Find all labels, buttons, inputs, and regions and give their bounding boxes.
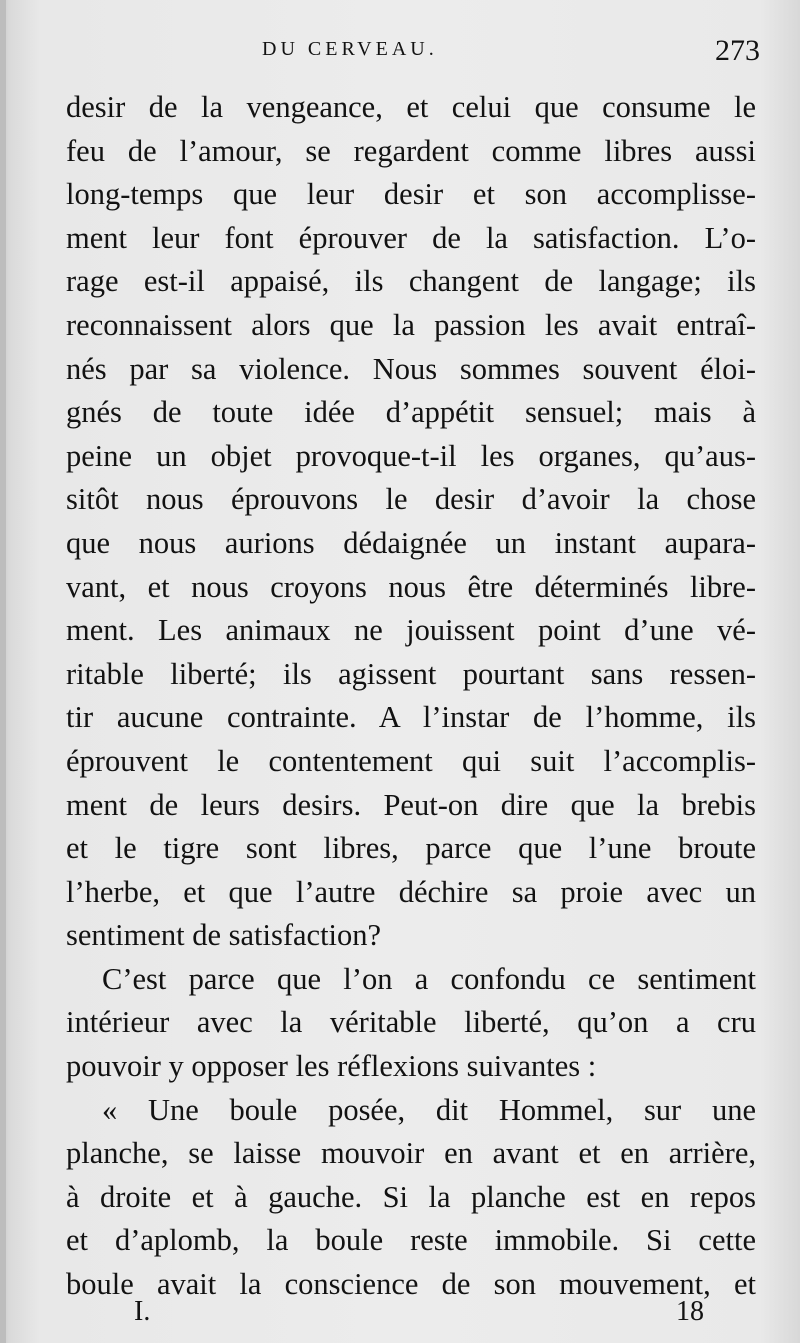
- text-line: vant, et nous croyons nous être déterminés libre-: [66, 569, 756, 604]
- text-line: que nous aurions dédaignée un instant aupara-: [66, 525, 756, 560]
- page-number: 273: [715, 34, 760, 67]
- text-line: tir aucune contrainte. A l’instar de l’homme, ils: [66, 700, 756, 735]
- text-line: ment. Les animaux ne jouissent point d’une vé-: [66, 613, 756, 648]
- signature-mark: I.: [134, 1296, 151, 1327]
- text-line: long-temps que leur desir et son accomplisse-: [66, 177, 756, 212]
- text-line: à droite et à gauche. Si la planche est en repos: [66, 1179, 756, 1214]
- page-gutter-shadow: [0, 0, 6, 1343]
- text-line: ritable liberté; ils agissent pourtant sans ressen-: [66, 656, 756, 691]
- running-title: DU CERVEAU.: [262, 38, 438, 60]
- paragraph-first-line: C’est parce que l’on a confondu ce sentiment: [102, 961, 756, 996]
- text-line: rage est-il appaisé, ils changent de langage; ils: [66, 264, 756, 299]
- text-line: et le tigre sont libres, parce que l’une broute: [66, 831, 756, 866]
- text-line: sitôt nous éprouvons le desir d’avoir la chose: [66, 482, 756, 517]
- text-line: l’herbe, et que l’autre déchire sa proie avec un: [66, 874, 756, 909]
- text-line: peine un objet provoque-t-il les organes, qu’aus-: [66, 438, 756, 473]
- text-line: éprouvent le contentement qui suit l’accomplis-: [66, 743, 756, 778]
- text-line: reconnaissent alors que la passion les avait entraî-: [66, 307, 756, 342]
- body-text: [66, 86, 756, 1307]
- text-line: ment leur font éprouver de la satisfaction. L’o-: [66, 220, 756, 255]
- sheet-number: 18: [676, 1296, 704, 1327]
- text-line: gnés de toute idée d’appétit sensuel; mais à: [66, 395, 756, 430]
- text-line: planche, se laisse mouvoir en avant et en arrière,: [66, 1136, 756, 1171]
- text-line: desir de la vengeance, et celui que consume le: [66, 90, 756, 124]
- text-line: et d’aplomb, la boule reste immobile. Si cette: [66, 1223, 756, 1258]
- paragraph-last-line: pouvoir y opposer les réflexions suivantes :: [66, 1049, 597, 1084]
- quotation-first-line: « Une boule posée, dit Hommel, sur une: [102, 1092, 756, 1127]
- text-line: nés par sa violence. Nous sommes souvent éloi-: [66, 351, 756, 386]
- paragraph-last-line: sentiment de satisfaction?: [66, 918, 382, 953]
- text-line: feu de l’amour, se regardent comme libres aussi: [66, 133, 756, 168]
- text-line: boule avait la conscience de son mouvement, et: [66, 1267, 756, 1302]
- text-line: intérieur avec la véritable liberté, qu’on a cru: [66, 1005, 756, 1040]
- text-line: ment de leurs desirs. Peut-on dire que la brebis: [66, 787, 756, 822]
